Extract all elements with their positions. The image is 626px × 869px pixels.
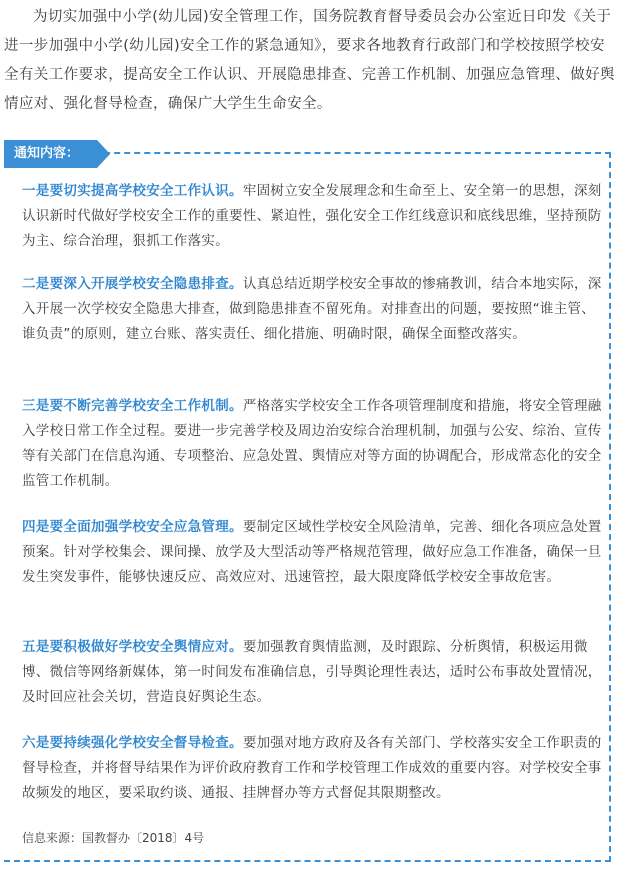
- notice-item-lead: 六是要持续强化学校安全督导检查。: [22, 735, 243, 751]
- notice-item-lead: 四是要全面加强学校安全应急管理。: [22, 519, 243, 535]
- notice-tag: 通知内容：: [4, 140, 97, 168]
- notice-item-text: 要制定区域性学校安全风险清单，完善、细化各项应急处置预案。针对学校集会、课间操、放学及大型活动等严格规范管理，做好应急工作准备，确保一旦发生突发事件，能够快速反应、高效应对、迅速管控，最大限度降低学校安全事故危害。: [22, 519, 602, 585]
- notice-item-text: 要加强教育舆情监测，及时跟踪、分析舆情，积极运用微博、微信等网络新媒体，第一时间发布准确信息，引导舆论理性表达，适时公布事故处置情况，及时回应社会关切，营造良好舆论生态。: [22, 639, 602, 705]
- notice-item-lead: 一是要切实提高学校安全工作认识。: [22, 183, 243, 199]
- notice-item-text: 认真总结近期学校安全事故的惨痛教训，结合本地实际，深入开展一次学校安全隐患大排查，做到隐患排查不留死角。对排查出的问题，要按照“谁主管、谁负责”的原则，建立台账、落实责任、细化措施、明确时限，确保全面整改落实。: [22, 276, 602, 342]
- notice-item-text: 要加强对地方政府及各有关部门、学校落实安全工作职责的督导检查，并将督导结果作为评价政府教育工作和学校管理工作成效的重要内容。对学校安全事故频发的地区，要采取约谈、通报、挂牌督办等方式督促其限期整改。: [22, 735, 602, 801]
- notice-item-6: [22, 731, 606, 806]
- notice-item-text: 牢固树立安全发展理念和生命至上、安全第一的思想，深刻认识新时代做好学校安全工作的重要性、紧迫性，强化安全工作红线意识和底线思维，坚持预防为主、综合治理，狠抓工作落实。: [22, 183, 602, 249]
- notice-item-lead: 三是要不断完善学校安全工作机制。: [22, 398, 243, 414]
- notice-item-5: [22, 635, 606, 710]
- notice-item-lead: 五是要积极做好学校安全舆情应对。: [22, 639, 243, 655]
- notice-box: [4, 146, 611, 862]
- intro-paragraph: 为切实加强中小学(幼儿园)安全管理工作，国务院教育督导委员会办公室近日印发《关于进一步加强中小学(幼儿园)安全工作的紧急通知》，要求各地教育行政部门和学校按照学校安全有关工作要求，提高安全工作认识、开展隐患排查、完善工作机制、加强应急管理、做好舆情应对、强化督导检查，确保广大学生生命安全。: [4, 9, 615, 112]
- notice-item-1: [22, 179, 606, 254]
- notice-item-4: [22, 515, 606, 590]
- notice-item-3: [22, 394, 606, 494]
- notice-item-2: [22, 272, 606, 347]
- source-note: 信息来源：国教督办〔2018〕4号: [22, 831, 205, 845]
- notice-item-lead: 二是要深入开展学校安全隐患排查。: [22, 276, 243, 292]
- notice-item-text: 严格落实学校安全工作各项管理制度和措施，将安全管理融入学校日常工作全过程。要进一步完善学校及周边治安综合治理机制，加强与公安、综治、宣传等有关部门在信息沟通、专项整治、应急处置、舆情应对等方面的协调配合，形成常态化的安全监管工作机制。: [22, 398, 602, 489]
